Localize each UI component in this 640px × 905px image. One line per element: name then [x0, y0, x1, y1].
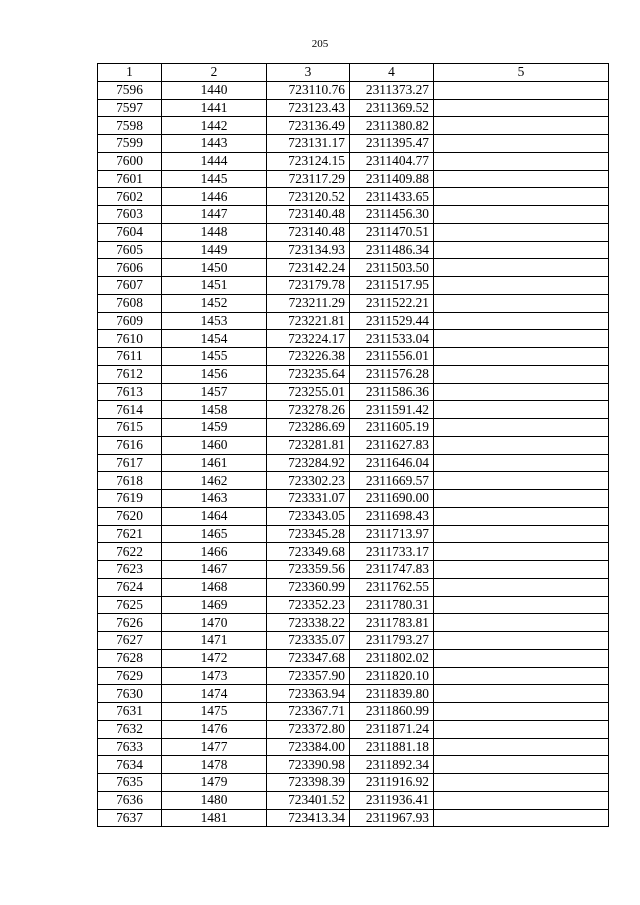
- point-number-cell: 7608: [98, 294, 162, 312]
- table-row: [98, 223, 609, 241]
- x-coordinate-cell: 723398.39: [267, 774, 350, 792]
- notes-cell: [434, 472, 609, 490]
- table-row: [98, 809, 609, 827]
- notes-cell: [434, 774, 609, 792]
- x-coordinate-cell: 723367.71: [267, 703, 350, 721]
- vertex-number-cell: 1477: [162, 738, 267, 756]
- notes-cell: [434, 419, 609, 437]
- y-coordinate-cell: 2311646.04: [350, 454, 434, 472]
- point-number-cell: 7605: [98, 241, 162, 259]
- x-coordinate-cell: 723140.48: [267, 223, 350, 241]
- y-coordinate-cell: 2311747.83: [350, 561, 434, 579]
- vertex-number-cell: 1444: [162, 152, 267, 170]
- point-number-cell: 7621: [98, 525, 162, 543]
- notes-cell: [434, 791, 609, 809]
- point-number-cell: 7600: [98, 152, 162, 170]
- y-coordinate-cell: 2311576.28: [350, 365, 434, 383]
- y-coordinate-cell: 2311395.47: [350, 135, 434, 153]
- vertex-number-cell: 1479: [162, 774, 267, 792]
- y-coordinate-cell: 2311820.10: [350, 667, 434, 685]
- x-coordinate-cell: 723281.81: [267, 436, 350, 454]
- y-coordinate-cell: 2311380.82: [350, 117, 434, 135]
- table-row: [98, 507, 609, 525]
- y-coordinate-cell: 2311936.41: [350, 791, 434, 809]
- notes-cell: [434, 294, 609, 312]
- table-body: [98, 81, 609, 827]
- point-number-cell: 7618: [98, 472, 162, 490]
- table-row: [98, 649, 609, 667]
- point-number-cell: 7629: [98, 667, 162, 685]
- point-number-cell: 7612: [98, 365, 162, 383]
- x-coordinate-cell: 723110.76: [267, 81, 350, 99]
- vertex-number-cell: 1460: [162, 436, 267, 454]
- notes-cell: [434, 649, 609, 667]
- y-coordinate-cell: 2311591.42: [350, 401, 434, 419]
- x-coordinate-cell: 723363.94: [267, 685, 350, 703]
- point-number-cell: 7596: [98, 81, 162, 99]
- y-coordinate-cell: 2311733.17: [350, 543, 434, 561]
- table-row: [98, 419, 609, 437]
- vertex-number-cell: 1456: [162, 365, 267, 383]
- point-number-cell: 7597: [98, 99, 162, 117]
- notes-cell: [434, 170, 609, 188]
- x-coordinate-cell: 723372.80: [267, 720, 350, 738]
- vertex-number-cell: 1445: [162, 170, 267, 188]
- point-number-cell: 7610: [98, 330, 162, 348]
- point-number-cell: 7615: [98, 419, 162, 437]
- table-row: [98, 472, 609, 490]
- y-coordinate-cell: 2311860.99: [350, 703, 434, 721]
- x-coordinate-cell: 723384.00: [267, 738, 350, 756]
- table-row: [98, 294, 609, 312]
- table-row: [98, 206, 609, 224]
- x-coordinate-cell: 723401.52: [267, 791, 350, 809]
- x-coordinate-cell: 723120.52: [267, 188, 350, 206]
- notes-cell: [434, 277, 609, 295]
- y-coordinate-cell: 2311881.18: [350, 738, 434, 756]
- notes-cell: [434, 809, 609, 827]
- table-row: [98, 614, 609, 632]
- notes-cell: [434, 259, 609, 277]
- y-coordinate-cell: 2311690.00: [350, 490, 434, 508]
- point-number-cell: 7607: [98, 277, 162, 295]
- table-row: [98, 241, 609, 259]
- x-coordinate-cell: 723136.49: [267, 117, 350, 135]
- x-coordinate-cell: 723360.99: [267, 578, 350, 596]
- y-coordinate-cell: 2311529.44: [350, 312, 434, 330]
- x-coordinate-cell: 723224.17: [267, 330, 350, 348]
- y-coordinate-cell: 2311486.34: [350, 241, 434, 259]
- x-coordinate-cell: 723140.48: [267, 206, 350, 224]
- y-coordinate-cell: 2311605.19: [350, 419, 434, 437]
- y-coordinate-cell: 2311433.65: [350, 188, 434, 206]
- x-coordinate-cell: 723345.28: [267, 525, 350, 543]
- notes-cell: [434, 738, 609, 756]
- vertex-number-cell: 1471: [162, 632, 267, 650]
- vertex-number-cell: 1468: [162, 578, 267, 596]
- vertex-number-cell: 1465: [162, 525, 267, 543]
- x-coordinate-cell: 723343.05: [267, 507, 350, 525]
- x-coordinate-cell: 723134.93: [267, 241, 350, 259]
- vertex-number-cell: 1443: [162, 135, 267, 153]
- vertex-number-cell: 1474: [162, 685, 267, 703]
- y-coordinate-cell: 2311404.77: [350, 152, 434, 170]
- table-row: [98, 135, 609, 153]
- vertex-number-cell: 1455: [162, 348, 267, 366]
- table-row: [98, 117, 609, 135]
- y-coordinate-cell: 2311967.93: [350, 809, 434, 827]
- y-coordinate-cell: 2311698.43: [350, 507, 434, 525]
- notes-cell: [434, 206, 609, 224]
- x-coordinate-cell: 723124.15: [267, 152, 350, 170]
- y-coordinate-cell: 2311871.24: [350, 720, 434, 738]
- y-coordinate-cell: 2311456.30: [350, 206, 434, 224]
- table-row: [98, 401, 609, 419]
- point-number-cell: 7631: [98, 703, 162, 721]
- notes-cell: [434, 454, 609, 472]
- table-row: [98, 383, 609, 401]
- x-coordinate-cell: 723331.07: [267, 490, 350, 508]
- table-row: [98, 490, 609, 508]
- y-coordinate-cell: 2311522.21: [350, 294, 434, 312]
- vertex-number-cell: 1442: [162, 117, 267, 135]
- y-coordinate-cell: 2311373.27: [350, 81, 434, 99]
- y-coordinate-cell: 2311586.36: [350, 383, 434, 401]
- table-row: [98, 454, 609, 472]
- table-row: [98, 81, 609, 99]
- y-coordinate-cell: 2311503.50: [350, 259, 434, 277]
- vertex-number-cell: 1447: [162, 206, 267, 224]
- notes-cell: [434, 632, 609, 650]
- x-coordinate-cell: 723131.17: [267, 135, 350, 153]
- vertex-number-cell: 1476: [162, 720, 267, 738]
- notes-cell: [434, 614, 609, 632]
- column-header-2: 2: [162, 64, 267, 82]
- point-number-cell: 7635: [98, 774, 162, 792]
- y-coordinate-cell: 2311556.01: [350, 348, 434, 366]
- point-number-cell: 7636: [98, 791, 162, 809]
- x-coordinate-cell: 723117.29: [267, 170, 350, 188]
- table-row: [98, 188, 609, 206]
- point-number-cell: 7606: [98, 259, 162, 277]
- y-coordinate-cell: 2311713.97: [350, 525, 434, 543]
- table-row: [98, 703, 609, 721]
- point-number-cell: 7628: [98, 649, 162, 667]
- vertex-number-cell: 1458: [162, 401, 267, 419]
- point-number-cell: 7620: [98, 507, 162, 525]
- x-coordinate-cell: 723179.78: [267, 277, 350, 295]
- point-number-cell: 7624: [98, 578, 162, 596]
- x-coordinate-cell: 723335.07: [267, 632, 350, 650]
- notes-cell: [434, 135, 609, 153]
- y-coordinate-cell: 2311793.27: [350, 632, 434, 650]
- point-number-cell: 7602: [98, 188, 162, 206]
- coordinates-table: [97, 63, 609, 827]
- y-coordinate-cell: 2311369.52: [350, 99, 434, 117]
- table-row: [98, 152, 609, 170]
- point-number-cell: 7627: [98, 632, 162, 650]
- y-coordinate-cell: 2311409.88: [350, 170, 434, 188]
- table-row: [98, 578, 609, 596]
- y-coordinate-cell: 2311627.83: [350, 436, 434, 454]
- table-row: [98, 791, 609, 809]
- y-coordinate-cell: 2311517.95: [350, 277, 434, 295]
- x-coordinate-cell: 723221.81: [267, 312, 350, 330]
- table-row: [98, 525, 609, 543]
- vertex-number-cell: 1475: [162, 703, 267, 721]
- notes-cell: [434, 507, 609, 525]
- table-row: [98, 436, 609, 454]
- notes-cell: [434, 330, 609, 348]
- vertex-number-cell: 1469: [162, 596, 267, 614]
- notes-cell: [434, 348, 609, 366]
- table-row: [98, 561, 609, 579]
- table-row: [98, 756, 609, 774]
- table-row: [98, 259, 609, 277]
- notes-cell: [434, 365, 609, 383]
- table-row: [98, 99, 609, 117]
- notes-cell: [434, 720, 609, 738]
- notes-cell: [434, 188, 609, 206]
- notes-cell: [434, 756, 609, 774]
- table-row: [98, 685, 609, 703]
- vertex-number-cell: 1464: [162, 507, 267, 525]
- point-number-cell: 7630: [98, 685, 162, 703]
- y-coordinate-cell: 2311533.04: [350, 330, 434, 348]
- x-coordinate-cell: 723347.68: [267, 649, 350, 667]
- vertex-number-cell: 1454: [162, 330, 267, 348]
- table-header-row: [98, 64, 609, 82]
- table-row: [98, 330, 609, 348]
- notes-cell: [434, 223, 609, 241]
- vertex-number-cell: 1441: [162, 99, 267, 117]
- y-coordinate-cell: 2311892.34: [350, 756, 434, 774]
- vertex-number-cell: 1446: [162, 188, 267, 206]
- vertex-number-cell: 1470: [162, 614, 267, 632]
- notes-cell: [434, 99, 609, 117]
- point-number-cell: 7617: [98, 454, 162, 472]
- vertex-number-cell: 1473: [162, 667, 267, 685]
- notes-cell: [434, 578, 609, 596]
- vertex-number-cell: 1481: [162, 809, 267, 827]
- x-coordinate-cell: 723211.29: [267, 294, 350, 312]
- vertex-number-cell: 1467: [162, 561, 267, 579]
- table-row: [98, 720, 609, 738]
- point-number-cell: 7633: [98, 738, 162, 756]
- point-number-cell: 7598: [98, 117, 162, 135]
- x-coordinate-cell: 723390.98: [267, 756, 350, 774]
- vertex-number-cell: 1466: [162, 543, 267, 561]
- notes-cell: [434, 490, 609, 508]
- vertex-number-cell: 1463: [162, 490, 267, 508]
- column-header-5: 5: [434, 64, 609, 82]
- notes-cell: [434, 241, 609, 259]
- x-coordinate-cell: 723123.43: [267, 99, 350, 117]
- notes-cell: [434, 436, 609, 454]
- table-row: [98, 277, 609, 295]
- column-header-3: 3: [267, 64, 350, 82]
- vertex-number-cell: 1457: [162, 383, 267, 401]
- notes-cell: [434, 81, 609, 99]
- point-number-cell: 7623: [98, 561, 162, 579]
- point-number-cell: 7614: [98, 401, 162, 419]
- y-coordinate-cell: 2311916.92: [350, 774, 434, 792]
- table-row: [98, 170, 609, 188]
- vertex-number-cell: 1453: [162, 312, 267, 330]
- x-coordinate-cell: 723349.68: [267, 543, 350, 561]
- point-number-cell: 7619: [98, 490, 162, 508]
- x-coordinate-cell: 723278.26: [267, 401, 350, 419]
- notes-cell: [434, 543, 609, 561]
- vertex-number-cell: 1472: [162, 649, 267, 667]
- vertex-number-cell: 1449: [162, 241, 267, 259]
- point-number-cell: 7622: [98, 543, 162, 561]
- x-coordinate-cell: 723352.23: [267, 596, 350, 614]
- x-coordinate-cell: 723284.92: [267, 454, 350, 472]
- table-row: [98, 348, 609, 366]
- vertex-number-cell: 1448: [162, 223, 267, 241]
- y-coordinate-cell: 2311669.57: [350, 472, 434, 490]
- notes-cell: [434, 401, 609, 419]
- page-number: 205: [311, 38, 329, 50]
- table-row: [98, 774, 609, 792]
- point-number-cell: 7604: [98, 223, 162, 241]
- y-coordinate-cell: 2311783.81: [350, 614, 434, 632]
- notes-cell: [434, 561, 609, 579]
- point-number-cell: 7632: [98, 720, 162, 738]
- point-number-cell: 7616: [98, 436, 162, 454]
- y-coordinate-cell: 2311780.31: [350, 596, 434, 614]
- point-number-cell: 7613: [98, 383, 162, 401]
- x-coordinate-cell: 723226.38: [267, 348, 350, 366]
- table-row: [98, 596, 609, 614]
- x-coordinate-cell: 723286.69: [267, 419, 350, 437]
- table-row: [98, 632, 609, 650]
- point-number-cell: 7625: [98, 596, 162, 614]
- notes-cell: [434, 685, 609, 703]
- notes-cell: [434, 667, 609, 685]
- notes-cell: [434, 117, 609, 135]
- x-coordinate-cell: 723359.56: [267, 561, 350, 579]
- point-number-cell: 7601: [98, 170, 162, 188]
- column-header-4: 4: [350, 64, 434, 82]
- notes-cell: [434, 312, 609, 330]
- point-number-cell: 7611: [98, 348, 162, 366]
- column-header-1: 1: [98, 64, 162, 82]
- notes-cell: [434, 152, 609, 170]
- point-number-cell: 7599: [98, 135, 162, 153]
- table-row: [98, 667, 609, 685]
- x-coordinate-cell: 723235.64: [267, 365, 350, 383]
- point-number-cell: 7634: [98, 756, 162, 774]
- vertex-number-cell: 1451: [162, 277, 267, 295]
- vertex-number-cell: 1478: [162, 756, 267, 774]
- vertex-number-cell: 1452: [162, 294, 267, 312]
- x-coordinate-cell: 723255.01: [267, 383, 350, 401]
- table-row: [98, 312, 609, 330]
- x-coordinate-cell: 723413.34: [267, 809, 350, 827]
- notes-cell: [434, 383, 609, 401]
- vertex-number-cell: 1459: [162, 419, 267, 437]
- notes-cell: [434, 525, 609, 543]
- notes-cell: [434, 703, 609, 721]
- x-coordinate-cell: 723338.22: [267, 614, 350, 632]
- x-coordinate-cell: 723357.90: [267, 667, 350, 685]
- point-number-cell: 7626: [98, 614, 162, 632]
- y-coordinate-cell: 2311839.80: [350, 685, 434, 703]
- vertex-number-cell: 1461: [162, 454, 267, 472]
- table-row: [98, 738, 609, 756]
- y-coordinate-cell: 2311802.02: [350, 649, 434, 667]
- y-coordinate-cell: 2311470.51: [350, 223, 434, 241]
- table-row: [98, 365, 609, 383]
- point-number-cell: 7609: [98, 312, 162, 330]
- table-row: [98, 543, 609, 561]
- vertex-number-cell: 1450: [162, 259, 267, 277]
- vertex-number-cell: 1462: [162, 472, 267, 490]
- x-coordinate-cell: 723302.23: [267, 472, 350, 490]
- y-coordinate-cell: 2311762.55: [350, 578, 434, 596]
- point-number-cell: 7637: [98, 809, 162, 827]
- vertex-number-cell: 1480: [162, 791, 267, 809]
- point-number-cell: 7603: [98, 206, 162, 224]
- x-coordinate-cell: 723142.24: [267, 259, 350, 277]
- vertex-number-cell: 1440: [162, 81, 267, 99]
- notes-cell: [434, 596, 609, 614]
